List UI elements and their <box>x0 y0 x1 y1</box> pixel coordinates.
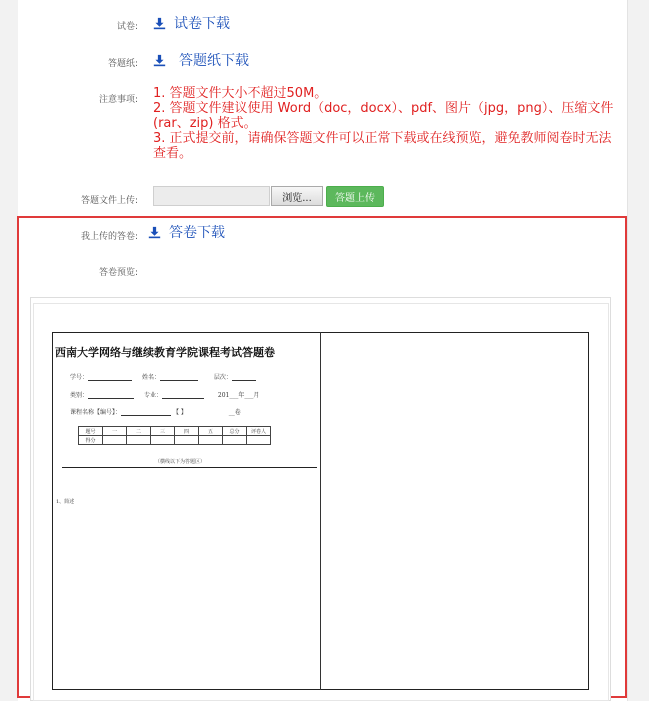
score-cell <box>223 436 247 445</box>
major-label: 专业： <box>143 392 162 399</box>
blank-line <box>88 374 132 381</box>
sheet-title: 西南大学网络与继续教育学院课程考试答题卷 <box>55 346 275 359</box>
score-cell: 三 <box>151 427 175 436</box>
upload-button[interactable]: 答题上传 <box>326 186 384 207</box>
score-cell: 得分 <box>79 436 103 445</box>
score-cell: 一 <box>103 427 127 436</box>
first-answer-text: 1、简述 <box>56 499 75 505</box>
note-item: 1. 答题文件大小不超过50M。 <box>153 86 328 101</box>
page-fold-line <box>320 332 321 690</box>
answer-area-note: （横线以下为答题区） <box>155 459 206 465</box>
blank-line <box>160 374 198 381</box>
upload-label: 答题文件上传: <box>80 196 138 206</box>
score-table-row <box>79 436 271 445</box>
paper-label: 试卷: <box>116 22 138 32</box>
score-cell: 题号 <box>79 427 103 436</box>
download-icon <box>153 54 166 67</box>
score-cell: 四 <box>175 427 199 436</box>
answer-sheet-label: 答题纸: <box>107 59 138 69</box>
course-code-bracket: 【 】 <box>172 409 187 416</box>
file-path-input[interactable] <box>153 186 270 206</box>
student-info-row-2 <box>70 390 259 399</box>
score-table-header <box>79 427 271 436</box>
answer-area-rule <box>62 467 317 468</box>
score-cell <box>199 436 223 445</box>
blank-line <box>232 374 256 381</box>
score-cell: 总分 <box>223 427 247 436</box>
level-label: 层次： <box>213 374 232 381</box>
student-info-row-1 <box>70 372 256 381</box>
paper-download-link[interactable] <box>153 13 230 33</box>
score-cell <box>175 436 199 445</box>
paper-download-text: 试卷下载 <box>174 16 230 32</box>
score-table <box>78 426 271 445</box>
notes-label: 注意事项: <box>98 95 138 105</box>
browse-button[interactable]: 浏览... <box>271 186 323 206</box>
score-cell: 评卷人 <box>247 427 271 436</box>
download-icon <box>148 226 161 239</box>
score-cell <box>127 436 151 445</box>
notes-list <box>153 86 615 161</box>
score-cell <box>247 436 271 445</box>
score-cell <box>103 436 127 445</box>
score-cell: 五 <box>199 427 223 436</box>
category-label: 类别： <box>70 392 89 399</box>
score-cell: 二 <box>127 427 151 436</box>
my-answer-download-link[interactable] <box>148 222 225 242</box>
note-item: 2. 答题文件建议使用 Word（doc，docx）、pdf、图片（jpg，png）、压缩文件(rar、zip) 格式。 <box>153 101 614 131</box>
volume-label: __卷 <box>228 409 241 416</box>
note-item: 3. 正式提交前，请确保答题文件可以正常下载或在线预览，避免教师阅卷时无法查看。 <box>153 131 612 161</box>
download-icon <box>153 17 166 30</box>
course-row <box>70 407 241 416</box>
score-cell <box>151 436 175 445</box>
preview-label: 答卷预览: <box>98 268 138 278</box>
date-label: 201___年___月 <box>217 392 260 399</box>
name-label: 姓名： <box>141 374 160 381</box>
my-answer-download-text: 答卷下载 <box>169 225 225 241</box>
student-no-label: 学号： <box>70 374 89 381</box>
my-answer-label: 我上传的答卷: <box>80 232 138 242</box>
panel-edge <box>627 0 628 701</box>
answer-sheet-download-link[interactable] <box>153 50 249 70</box>
course-label: 课程名称【编号】： <box>70 409 122 416</box>
answer-sheet-download-text: 答题纸下载 <box>179 53 249 69</box>
blank-line <box>162 392 204 399</box>
blank-line <box>88 392 134 399</box>
blank-line <box>121 409 171 416</box>
